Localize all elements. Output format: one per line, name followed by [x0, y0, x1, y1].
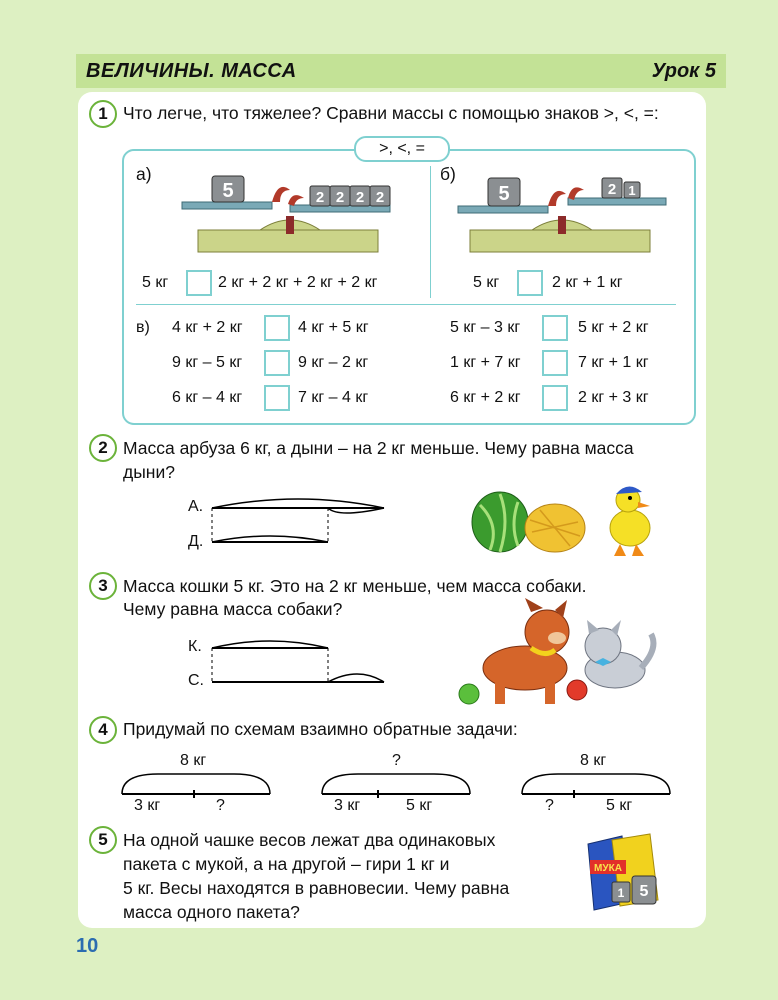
weight-b-right-2: 1	[628, 183, 636, 198]
scheme3-right-label: 5 кг	[606, 797, 633, 814]
scheme1-right-label: ?	[216, 797, 225, 814]
weight-b-right-1: 2	[607, 181, 617, 198]
b-answer-box[interactable]	[517, 270, 543, 296]
flour-bag-label: МУКА	[594, 863, 622, 874]
small-weight-label: 1	[617, 886, 625, 900]
scheme1-left-label: 3 кг	[134, 797, 161, 814]
v-row1-left1: 4 кг + 2 кг	[172, 319, 243, 336]
weight-a-right-2: 2	[335, 189, 345, 206]
page-number: 10	[76, 935, 99, 957]
diagram2-label-d: Д.	[188, 533, 204, 550]
scheme2-diagram	[318, 768, 474, 798]
task-number-4: 4	[89, 716, 117, 744]
v-row3-box2[interactable]	[542, 385, 568, 411]
scheme2-right-label: 5 кг	[406, 797, 433, 814]
v-row2-box2[interactable]	[542, 350, 568, 376]
scheme2-top-label: ?	[392, 752, 401, 769]
v-row1-right2: 5 кг + 2 кг	[578, 319, 649, 336]
signs-pill: >, <, =	[354, 136, 450, 162]
task-number-5: 5	[89, 826, 117, 854]
v-row3-left2: 6 кг + 2 кг	[450, 389, 521, 406]
lesson-number: Урок 5	[651, 60, 716, 82]
v-row1-box2[interactable]	[542, 315, 568, 341]
diagram3-label-s: С.	[188, 672, 204, 689]
section-title: ВЕЛИЧИНЫ. МАССА	[86, 60, 297, 82]
v-row1-right1: 4 кг + 5 кг	[298, 319, 369, 336]
task2-line1: Масса арбуза 6 кг, а дыни – на 2 кг меньше. Чему равна масса	[123, 438, 634, 458]
diagram2-label-a: А.	[188, 498, 204, 515]
segment-diagram-3	[208, 630, 392, 690]
dog-and-cat-illustration	[455, 598, 665, 710]
scheme1-top-label: 8 кг	[180, 752, 207, 769]
part-v-label: в)	[136, 319, 150, 336]
part-b-label: б)	[440, 164, 456, 184]
part-a-label: а)	[136, 164, 152, 184]
task1-text: Что легче, что тяжелее? Сравни массы с помощью знаков >, <, =:	[123, 103, 659, 123]
v-row3-left1: 6 кг – 4 кг	[172, 389, 243, 406]
scheme3-diagram	[518, 768, 674, 798]
task3-line2: Чему равна масса собаки?	[123, 599, 343, 619]
segment-diagram-2	[208, 490, 392, 550]
scheme2-left-label: 3 кг	[334, 797, 361, 814]
weight-b-left: 5	[498, 183, 510, 205]
v-row3-box1[interactable]	[264, 385, 290, 411]
v-row2-left2: 1 кг + 7 кг	[450, 354, 521, 371]
weight-a-right-4: 2	[375, 189, 385, 206]
v-row2-right1: 9 кг – 2 кг	[298, 354, 369, 371]
big-weight-label: 5	[639, 883, 649, 900]
v-row2-left1: 9 кг – 5 кг	[172, 354, 243, 371]
diagram3-label-k: К.	[188, 638, 202, 655]
a-answer-box[interactable]	[186, 270, 212, 296]
task2-line2: дыни?	[123, 462, 175, 482]
flour-bags-and-weights-illustration	[582, 830, 672, 914]
scheme1-diagram	[118, 768, 274, 798]
task5-line1: На одной чашке весов лежат два одинаковых	[123, 830, 496, 850]
task5-line3: 5 кг. Весы находятся в равновесии. Чему равна	[123, 878, 510, 898]
task5-line2: пакета с мукой, а на другой – гири 1 кг и	[123, 854, 450, 874]
v-row2-box1[interactable]	[264, 350, 290, 376]
task5-line4: масса одного пакета?	[123, 902, 300, 922]
v-row3-right1: 7 кг – 4 кг	[298, 389, 369, 406]
scheme3-top-label: 8 кг	[580, 752, 607, 769]
v-row1-left2: 5 кг – 3 кг	[450, 319, 521, 336]
balance-scale-b	[456, 160, 676, 262]
panel-vertical-divider	[430, 166, 431, 298]
task3-line1: Масса кошки 5 кг. Это на 2 кг меньше, чем масса собаки.	[123, 576, 587, 596]
scheme3-left-label: ?	[545, 797, 554, 814]
v-row3-right2: 2 кг + 3 кг	[578, 389, 649, 406]
task-number-1: 1	[89, 100, 117, 128]
task-number-2: 2	[89, 434, 117, 462]
b-right-expr: 2 кг + 1 кг	[552, 274, 623, 291]
b-left-expr: 5 кг	[473, 274, 500, 291]
panel-horizontal-divider	[136, 304, 676, 305]
a-left-expr: 5 кг	[142, 274, 169, 291]
weight-a-left: 5	[222, 180, 234, 202]
task-number-3: 3	[89, 572, 117, 600]
task4-text: Придумай по схемам взаимно обратные задачи:	[123, 719, 518, 739]
weight-a-right-3: 2	[355, 189, 365, 206]
weight-a-right-1: 2	[315, 189, 325, 206]
v-row2-right2: 7 кг + 1 кг	[578, 354, 649, 371]
a-right-expr: 2 кг + 2 кг + 2 кг + 2 кг	[218, 274, 378, 291]
watermelon-melon-duck-illustration	[470, 480, 670, 560]
balance-scale-a	[180, 160, 420, 262]
v-row1-box1[interactable]	[264, 315, 290, 341]
